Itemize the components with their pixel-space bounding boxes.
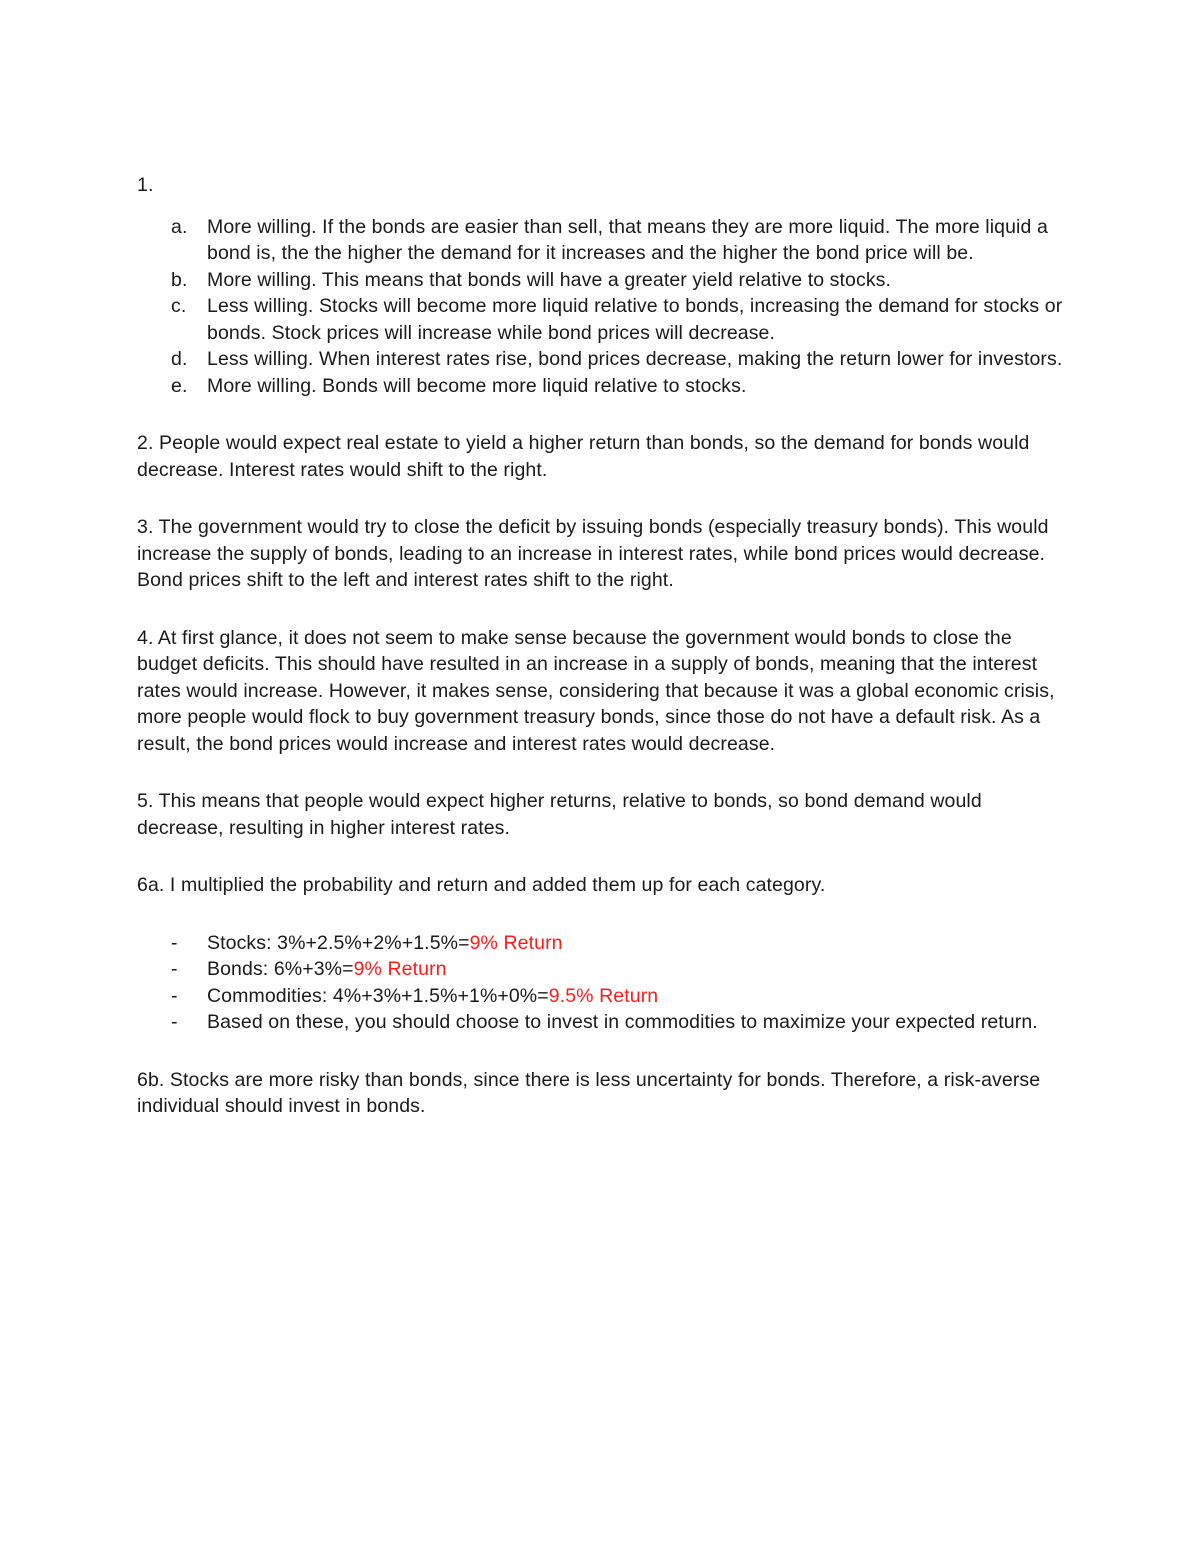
dash-marker: - xyxy=(171,958,178,980)
answer-marker: d. xyxy=(171,348,188,370)
question-1-answers xyxy=(137,214,1067,400)
answer-1d xyxy=(137,346,1067,373)
answer-marker: c. xyxy=(171,295,187,317)
calc-commodities-result: 9.5% Return xyxy=(548,984,659,1007)
calc-bonds-formula: Bonds: 6%+3%= xyxy=(207,958,354,980)
calc-stocks-result: 9% Return xyxy=(469,931,563,954)
calc-conclusion xyxy=(137,1009,1067,1036)
answer-6b: 6b. Stocks are more risky than bonds, since there is less uncertainty for bonds. Therefore, a risk-averse individual should invest in bonds. xyxy=(137,1068,1041,1117)
calc-bonds-result: 9% Return xyxy=(353,958,447,980)
answer-marker: b. xyxy=(171,268,188,291)
answer-1e xyxy=(137,373,1067,400)
answer-text: Less willing. When interest rates rise, bond prices decrease, making the return lower for investors. xyxy=(207,348,1063,370)
document-body xyxy=(137,172,1067,1151)
answer-1c xyxy=(137,293,1067,346)
dash-marker: - xyxy=(171,984,178,1007)
answer-text: More willing. If the bonds are easier than sell, that means they are more liquid. The more liquid a bond is, the the higher the demand for it increases and the higher the bond price will be. xyxy=(207,215,1048,264)
calc-stocks xyxy=(137,930,1067,957)
answer-4: 4. At first glance, it does not seem to make sense because the government would bonds to close the budget deficits. This should have resulted in an increase in a supply of bonds, meaning that the interest rates would increase. However, it makes sense, considering that because it was a global economic crisis, more people would flock to buy government treasury bonds, since those do not have a default risk. As a result, the bond prices would increase and interest rates would decrease. xyxy=(137,626,1055,755)
answer-6a-intro: 6a. I multiplied the probability and return and added them up for each category. xyxy=(137,874,826,896)
answer-marker: a. xyxy=(171,215,188,238)
calc-commodities xyxy=(137,983,1067,1010)
answer-1b xyxy=(137,267,1067,294)
calc-stocks-formula: Stocks: 3%+2.5%+2%+1.5%= xyxy=(207,931,470,954)
answer-text: More willing. Bonds will become more liquid relative to stocks. xyxy=(207,374,747,397)
answer-marker: e. xyxy=(171,374,188,397)
calc-commodities-formula: Commodities: 4%+3%+1.5%+1%+0%= xyxy=(207,984,549,1007)
answer-2: 2. People would expect real estate to yield a higher return than bonds, so the demand for bonds would decrease. Interest rates would shift to the right. xyxy=(137,432,1030,481)
answer-text: Less willing. Stocks will become more liquid relative to bonds, increasing the demand for stocks or bonds. Stock prices will increase while bond prices will decrease. xyxy=(207,295,1063,344)
dash-marker: - xyxy=(171,931,178,954)
answer-6a-calculations xyxy=(137,930,1067,1036)
calc-bonds xyxy=(137,956,1067,983)
answer-text: More willing. This means that bonds will have a greater yield relative to stocks. xyxy=(207,268,892,291)
dash-marker: - xyxy=(171,1011,178,1033)
question-1-number: 1. xyxy=(137,174,154,196)
answer-5: 5. This means that people would expect higher returns, relative to bonds, so bond demand would decrease, resulting in higher interest rates. xyxy=(137,790,982,839)
calc-conclusion-text: Based on these, you should choose to invest in commodities to maximize your expected return. xyxy=(207,1011,1038,1033)
answer-1a xyxy=(137,214,1067,267)
answer-3: 3. The government would try to close the deficit by issuing bonds (especially treasury bonds). This would increase the supply of bonds, leading to an increase in interest rates, while bond prices would decrease. Bond prices shift to the left and interest rates shift to the right. xyxy=(137,516,1049,591)
